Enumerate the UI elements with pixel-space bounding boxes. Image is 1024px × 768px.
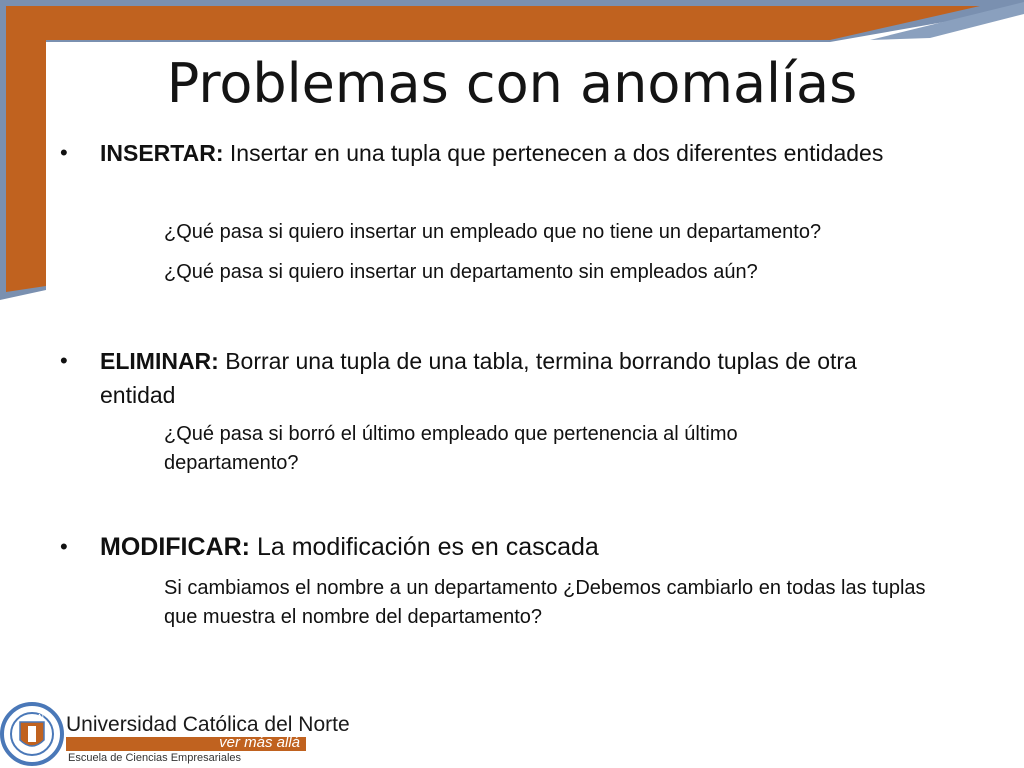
bullet-marker: • bbox=[60, 140, 68, 165]
bullet-label: ELIMINAR: bbox=[100, 348, 219, 374]
svg-text:N: N bbox=[38, 713, 44, 722]
school-name: Escuela de Ciencias Empresariales bbox=[68, 752, 242, 764]
sub-point: Si cambiamos el nombre a un departamento ¿Debemos cambiarlo en todas las tuplas que muestra el nombre del departamento? bbox=[164, 577, 926, 628]
sub-point: ¿Qué pasa si quiero insertar un departamento sin empleados aún? bbox=[164, 261, 758, 283]
bullet-insertar bbox=[100, 136, 940, 170]
university-name: Universidad Católica del Norte bbox=[66, 713, 350, 736]
bullet-marker: • bbox=[60, 534, 68, 559]
university-seal-logo bbox=[0, 700, 64, 768]
bullet-marker: • bbox=[60, 348, 68, 373]
university-motto: ver más allá bbox=[219, 734, 300, 751]
motto-bar bbox=[66, 734, 306, 751]
bullet-label: INSERTAR: bbox=[100, 140, 224, 166]
bullet-modificar bbox=[100, 530, 940, 564]
bullet-text: Borrar una tupla de una tabla, termina borrando tuplas de otra entidad bbox=[100, 348, 857, 408]
sub-point: ¿Qué pasa si borró el último empleado que pertenencia al último departamento? bbox=[164, 423, 738, 474]
bullet-text: La modificación es en cascada bbox=[256, 533, 599, 561]
slide-title: Problemas con anomalías bbox=[166, 52, 858, 115]
sub-point: ¿Qué pasa si quiero insertar un empleado que no tiene un departamento? bbox=[164, 221, 822, 243]
bullet-eliminar bbox=[100, 344, 920, 412]
bullet-label: MODIFICAR: bbox=[100, 533, 250, 561]
bullet-text: Insertar en una tupla que pertenecen a dos diferentes entidades bbox=[229, 140, 884, 166]
